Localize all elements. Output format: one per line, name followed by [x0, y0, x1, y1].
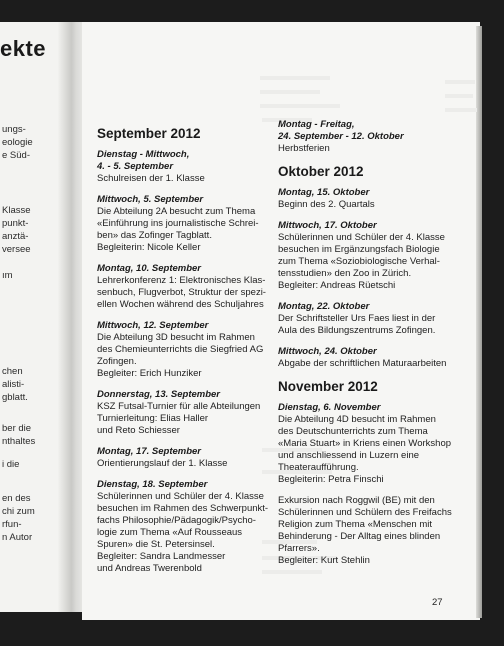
entry-text: zum Thema «Soziobiologische Verhal- [278, 256, 440, 267]
calendar-entry [278, 301, 456, 337]
entry-date: 24. September - 12. Oktober [278, 131, 404, 142]
entry-text: Begleiter: Kurt Stehlin [278, 555, 370, 566]
entry-text: Aula des Bildungszentrums Zofingen. [278, 325, 436, 336]
bleed-through-line [445, 94, 473, 98]
entry-text: Zofingen. [97, 356, 137, 367]
entry-text: fachs Philosophie/Pädagogik/Psycho- [97, 515, 256, 526]
calendar-entry [97, 320, 279, 380]
entry-text: des Chemieunterrichts die Siegfried AG [97, 344, 264, 355]
left-page-fragment: anztä- [2, 231, 29, 242]
entry-text: «Maria Stuart» in Kriens einen Workshop [278, 438, 452, 449]
calendar-entry [278, 187, 456, 211]
page-number: 27 [432, 597, 443, 608]
entry-text: Abgabe der schriftlichen Maturaarbeiten [278, 358, 447, 369]
entry-date: 4. - 5. September [97, 161, 174, 172]
entry-text: Exkursion nach Roggwil (BE) mit den [278, 495, 435, 506]
entry-date: Mittwoch, 5. September [97, 194, 204, 205]
month-heading: November 2012 [278, 379, 378, 394]
entry-text: Begleiterin: Nicole Keller [97, 242, 201, 253]
bleed-through-line [445, 108, 477, 112]
calendar-entry [278, 495, 456, 567]
calendar-entry [97, 263, 279, 311]
entry-date: Montag, 22. Oktober [278, 301, 370, 312]
page-edge [476, 26, 482, 618]
entry-date: Mittwoch, 17. Oktober [278, 220, 377, 231]
left-page-fragment: gblatt. [2, 392, 28, 403]
calendar-entry [97, 389, 279, 437]
entry-text: des Deutschunterrichts zum Thema [278, 426, 428, 437]
entry-date: Mittwoch, 12. September [97, 320, 209, 331]
entry-text: KSZ Futsal-Turnier für alle Abteilungen [97, 401, 261, 412]
entry-text: Turnierleitung: Elias Haller [97, 413, 209, 424]
entry-date: Dienstag - Mittwoch, [97, 149, 190, 160]
left-page-fragment: ım [2, 270, 13, 281]
entry-text: tensstudien» den Zoo in Zürich. [278, 268, 412, 279]
left-page-fragment: alisti- [2, 379, 25, 390]
calendar-entry [278, 220, 456, 292]
left-page-fragment: versee [2, 244, 31, 255]
entry-text: Begleiterin: Petra Finschi [278, 474, 384, 485]
entry-text: Orientierungslauf der 1. Klasse [97, 458, 228, 469]
calendar-entry [97, 194, 279, 254]
entry-text: ellen Wochen während des Schuljahres [97, 299, 264, 310]
calendar-entry [97, 446, 279, 470]
entry-text: besuchen im Rahmen des Schwerpunkt- [97, 503, 269, 514]
bleed-through-line [260, 76, 330, 80]
entry-text: ben» das Zofinger Tagblatt. [97, 230, 212, 241]
entry-text: «Einführung ins journalistische Schrei- [97, 218, 259, 229]
entry-text: und Andreas Twerenbold [97, 563, 202, 574]
entry-text: Religion zum Thema «Menschen mit [278, 519, 433, 530]
entry-date: Mittwoch, 24. Oktober [278, 346, 377, 357]
left-page-fragment: i die [2, 459, 20, 470]
entry-text: Die Abteilung 2A besucht zum Thema [97, 206, 256, 217]
left-page-fragment: ber die [2, 423, 32, 434]
left-page-fragment: Klasse [2, 205, 31, 216]
left-page-fragment: rfun- [2, 519, 22, 530]
entry-text: Begleiter: Erich Hunziker [97, 368, 202, 379]
entry-text: Der Schriftsteller Urs Faes liest in der [278, 313, 436, 324]
calendar-entry [278, 119, 456, 155]
month-heading: September 2012 [97, 126, 201, 141]
entry-text: Spuren» die St. Petersinsel. [97, 539, 215, 550]
entry-date: Montag - Freitag, [278, 119, 355, 130]
left-page-fragment: ungs- [2, 124, 26, 135]
month-heading: Oktober 2012 [278, 164, 364, 179]
entry-text: Behinderung - Der Alltag eines blinden [278, 531, 441, 542]
entry-text: Schülerinnen und Schüler der 4. Klasse [97, 491, 264, 502]
entry-text: Lehrerkonferenz 1: Elektronisches Klas- [97, 275, 266, 286]
entry-date: Dienstag, 6. November [278, 402, 381, 413]
entry-text: Begleiter: Sandra Landmesser [97, 551, 226, 562]
entry-text: Die Abteilung 4D besucht im Rahmen [278, 414, 436, 425]
entry-text: Schulreisen der 1. Klasse [97, 173, 205, 184]
entry-text: Die Abteilung 3D besucht im Rahmen [97, 332, 255, 343]
entry-date: Dienstag, 18. September [97, 479, 208, 490]
calendar-entry [278, 402, 456, 486]
entry-text: Beginn des 2. Quartals [278, 199, 375, 210]
bleed-through-line [260, 104, 340, 108]
entry-date: Donnerstag, 13. September [97, 389, 221, 400]
bleed-through-line [445, 80, 475, 84]
left-page-fragment: nthaltes [2, 436, 36, 447]
entry-text: Pfarrers». [278, 543, 320, 554]
left-page-fragment: chi zum [2, 506, 35, 517]
entry-text: Schülerinnen und Schülern des Freifachs [278, 507, 452, 518]
calendar-entry [278, 346, 456, 370]
left-page-fragment: e Süd- [2, 150, 30, 161]
entry-text: Herbstferien [278, 143, 330, 154]
calendar-entry [97, 479, 279, 575]
entry-text: Schülerinnen und Schüler der 4. Klasse [278, 232, 445, 243]
entry-text: logie zum Thema «Auf Rousseaus [97, 527, 243, 538]
left-page-fragment: eologie [2, 137, 33, 148]
calendar-entry [97, 149, 279, 185]
entry-text: und anschliessend in Luzern eine [278, 450, 420, 461]
bleed-through-line [260, 90, 320, 94]
left-page-fragment: en des [2, 493, 31, 504]
entry-text: und Reto Schiesser [97, 425, 180, 436]
entry-text: Begleiter: Andreas Rüetschi [278, 280, 396, 291]
calendar-column-left [97, 120, 279, 584]
entry-date: Montag, 10. September [97, 263, 201, 274]
calendar-column-right [278, 119, 456, 576]
left-page-fragment: punkt- [2, 218, 29, 229]
left-page-heading: ekte [0, 36, 47, 61]
entry-text: senbuch, Flugverbot, Struktur der spezi- [97, 287, 266, 298]
entry-date: Montag, 17. September [97, 446, 201, 457]
entry-date: Montag, 15. Oktober [278, 187, 370, 198]
entry-text: besuchen im Ergänzungsfach Biologie [278, 244, 440, 255]
entry-text: Theateraufführung. [278, 462, 359, 473]
left-page-fragment: chen [2, 366, 23, 377]
left-page-fragment: n Autor [2, 532, 33, 543]
